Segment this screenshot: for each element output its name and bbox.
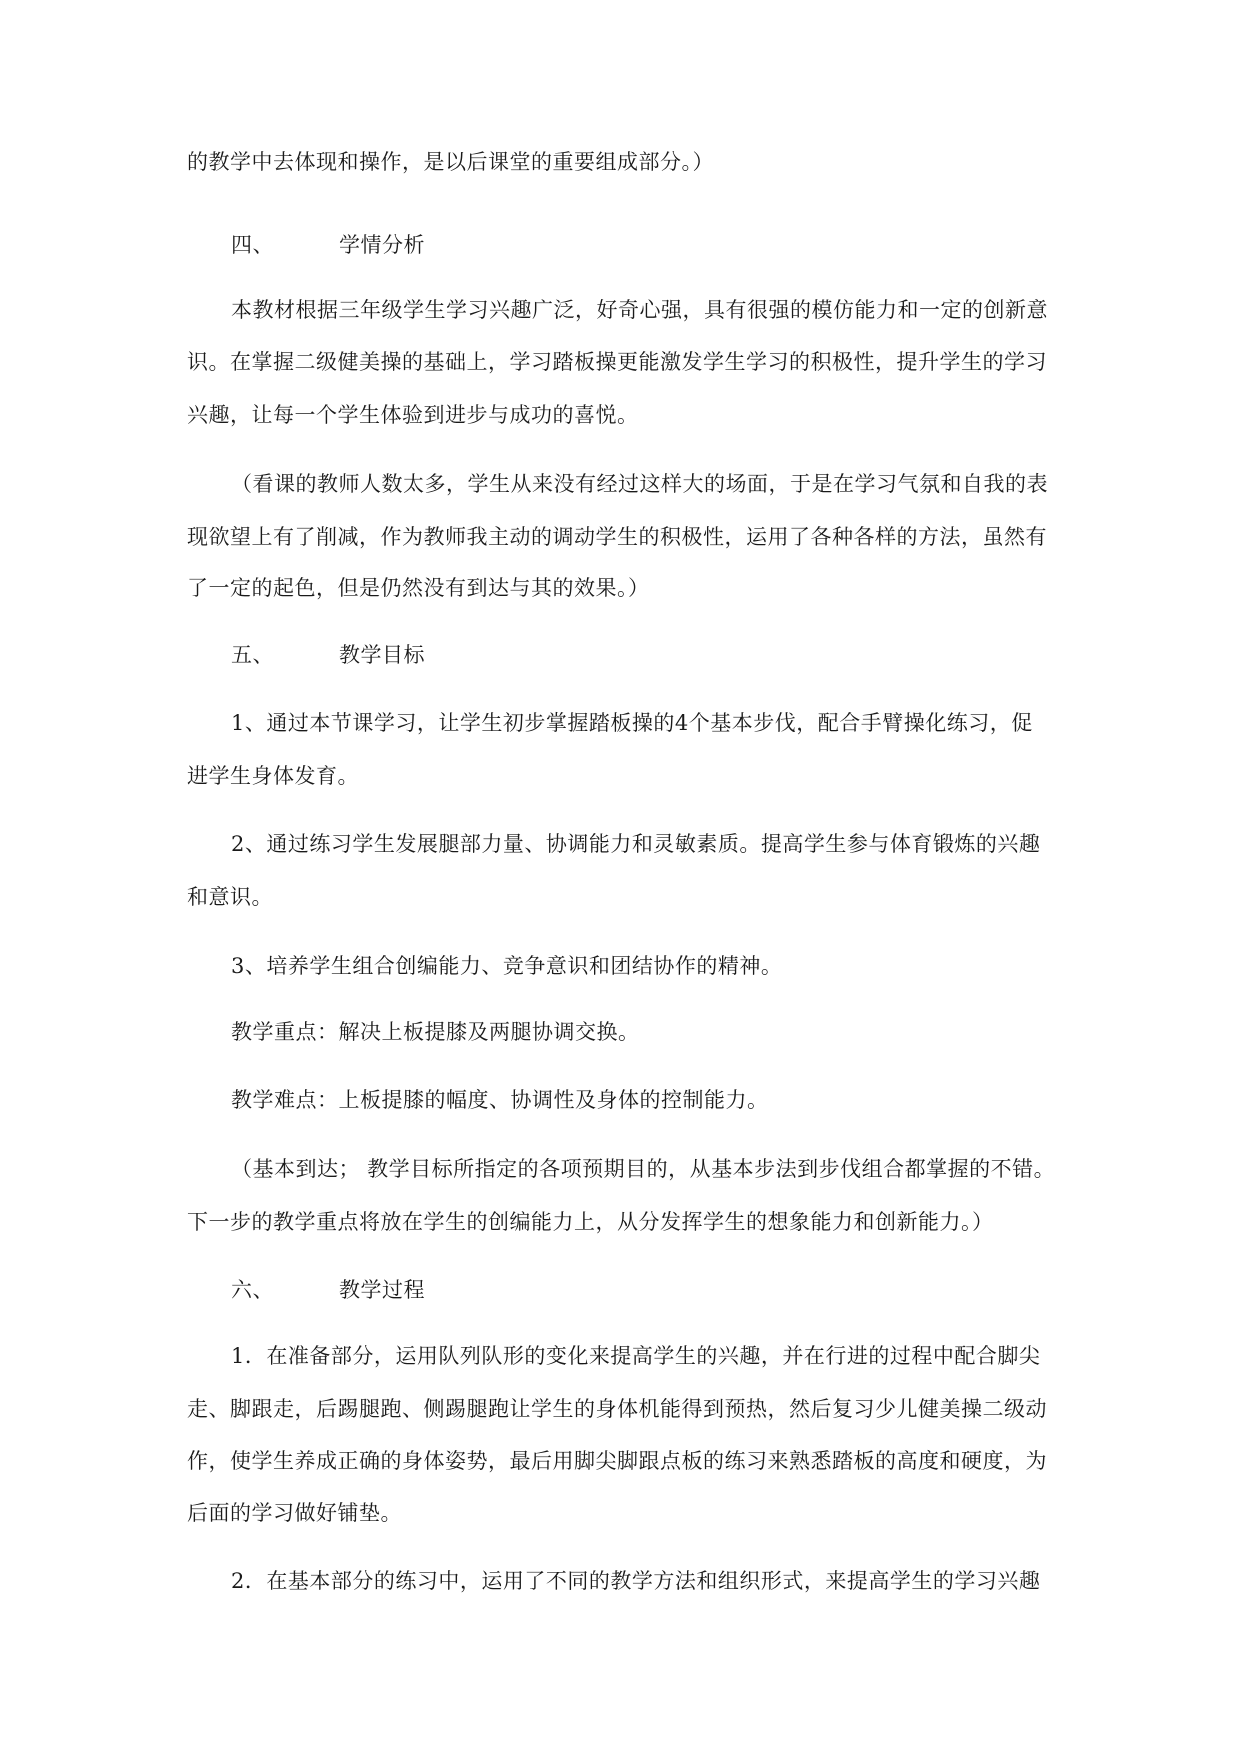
text-line: 本教材根据三年级学生学习兴趣广泛，好奇心强，具有很强的模仿能力和一定的创新意 (231, 298, 1048, 322)
text-line: （基本到达； 教学目标所指定的各项预期目的，从基本步法到步伐组合都掌握的不错。 (231, 1157, 1056, 1181)
text-line: 教学难点：上板提膝的幅度、协调性及身体的控制能力。 (231, 1088, 769, 1112)
text-line: 3、培养学生组合创编能力、竞争意识和团结协作的精神。 (231, 954, 783, 978)
text-line: 走、脚跟走，后踢腿跑、侧踢腿跑让学生的身体机能得到预热，然后复习少儿健美操二级动 (187, 1397, 1047, 1421)
text-line: 2．在基本部分的练习中，运用了不同的教学方法和组织形式，来提高学生的学习兴趣 (231, 1569, 1041, 1593)
text-line: 2、通过练习学生发展腿部力量、协调能力和灵敏素质。提高学生参与体育锻炼的兴趣 (231, 832, 1041, 856)
text-line: 教学重点：解决上板提膝及两腿协调交换。 (231, 1020, 640, 1044)
section-heading-4 (231, 230, 425, 260)
section-number: 四、 (231, 233, 274, 257)
text-line: 兴趣，让每一个学生体验到进步与成功的喜悦。 (187, 403, 639, 427)
section-number: 六、 (231, 1278, 274, 1302)
section-title: 学情分析 (339, 233, 425, 257)
text-line: 1．在准备部分，运用队列队形的变化来提高学生的兴趣，并在行进的过程中配合脚尖 (231, 1344, 1041, 1368)
text-line: （看课的教师人数太多，学生从来没有经过这样大的场面，于是在学习气氛和自我的表 (231, 472, 1048, 496)
section-title: 教学目标 (339, 643, 425, 667)
text-line: 现欲望上有了削减，作为教师我主动的调动学生的积极性，运用了各种各样的方法，虽然有 (187, 525, 1047, 549)
section-heading-5 (231, 640, 425, 670)
text-line: 进学生身体发育。 (187, 764, 359, 788)
text-line: 作，使学生养成正确的身体姿势，最后用脚尖脚跟点板的练习来熟悉踏板的高度和硬度，为 (187, 1449, 1047, 1473)
section-title: 教学过程 (339, 1278, 425, 1302)
text-line: 识。在掌握二级健美操的基础上，学习踏板操更能激发学生学习的积极性，提升学生的学习 (187, 350, 1047, 374)
section-number: 五、 (231, 643, 274, 667)
text-line: 的教学中去体现和操作，是以后课堂的重要组成部分。） (187, 150, 714, 174)
text-line: 和意识。 (187, 885, 273, 909)
text-line: 后面的学习做好铺垫。 (187, 1501, 402, 1525)
section-heading-6 (231, 1275, 425, 1305)
text-line: 了一定的起色，但是仍然没有到达与其的效果。） (187, 576, 650, 600)
text-line: 下一步的教学重点将放在学生的创编能力上，从分发挥学生的想象能力和创新能力。） (187, 1210, 994, 1234)
text-line: 1、通过本节课学习，让学生初步掌握踏板操的4个基本步伐，配合手臂操化练习，促 (231, 711, 1033, 735)
